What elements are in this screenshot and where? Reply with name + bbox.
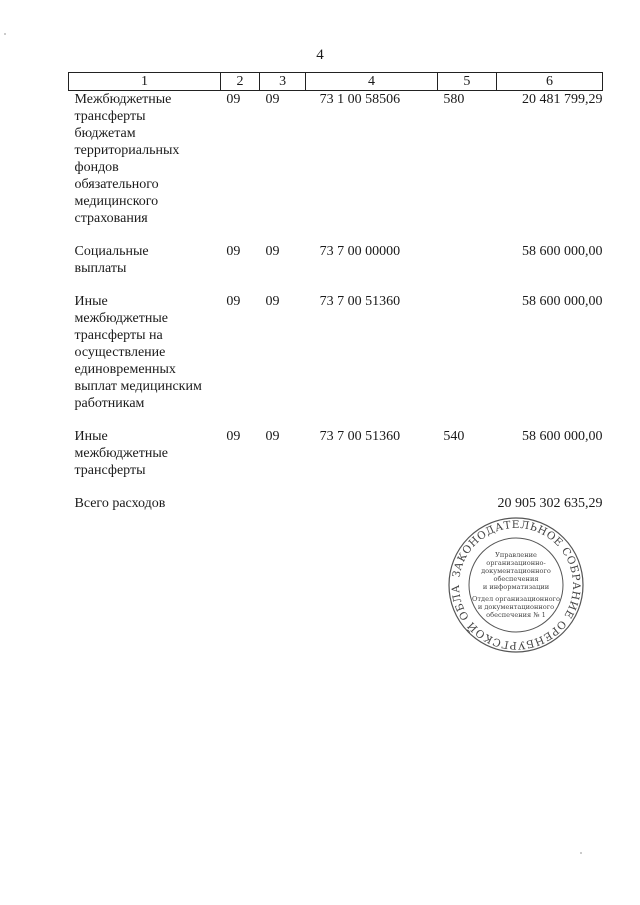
scan-speck [4,33,6,35]
row-expense-type: 540 [443,429,465,444]
row-expense-type [437,243,496,277]
row-subsection-code: 09 [265,294,280,309]
table-row [69,91,603,228]
row-name-line: трансферты на [74,328,163,343]
header-col-3: 3 [260,73,306,91]
row-amount: 20 481 799,29 [522,92,603,107]
stamp-inner-line: Управление [495,551,537,559]
row-name-line: осуществление [74,345,166,360]
stamp-seal [446,515,586,655]
row-subsection-code: 09 [265,92,280,107]
stamp-inner-line: и информатизации [482,583,550,591]
row-name-line: бюджетам [74,126,136,141]
row-expense-type: 580 [443,92,465,107]
row-name-line: фондов [74,160,119,175]
table-row [69,293,603,412]
row-name-line: выплат медицинским [74,379,202,394]
total-amount: 20 905 302 635,29 [497,496,603,511]
row-name-line: Социальные [74,244,149,259]
row-section-code: 09 [226,294,241,309]
table-row [69,243,603,277]
stamp-inner-line: обеспечения № 1 [486,611,546,619]
header-col-2: 2 [220,73,259,91]
row-target-article: 73 7 00 51360 [319,429,401,444]
row-name-line: страхования [74,211,148,226]
stamp-inner-line: и документационного [477,603,555,611]
page-number: 4 [316,47,324,63]
row-name-cell [69,293,221,412]
row-name-cell [69,91,221,228]
row-name-cell [69,428,221,479]
row-section-code: 09 [226,429,241,444]
header-col-5: 5 [437,73,496,91]
row-section-code: 09 [226,92,241,107]
total-row [69,495,603,512]
stamp-inner-line: обеспечения [493,575,539,583]
header-col-4: 4 [306,73,438,91]
row-target-article: 73 7 00 00000 [319,244,401,259]
row-section-code: 09 [226,244,241,259]
row-name-line: медицинского [74,194,159,209]
row-name-line: Иные [74,429,108,444]
header-col-1: 1 [69,73,221,91]
row-subsection-code: 09 [265,429,280,444]
row-name-line: выплаты [74,261,127,276]
official-stamp [446,515,586,655]
total-label: Всего расходов [74,496,166,511]
row-name-line: территориальных [74,143,180,158]
row-name-line: межбюджетные [74,311,168,326]
stamp-inner-line: организационно- [486,559,546,567]
row-name-line: работникам [74,396,145,411]
header-col-6: 6 [497,73,603,91]
row-name-line: единовременных [74,362,176,377]
row-expense-type [437,293,496,412]
table-row [69,428,603,479]
scan-speck [580,852,582,854]
row-name-line: межбюджетные [74,446,168,461]
expenditure-table [68,72,603,512]
row-amount: 58 600 000,00 [522,294,603,309]
row-name-cell [69,243,221,277]
row-name-line: Межбюджетные [74,92,172,107]
row-name-line: обязательного [74,177,159,192]
row-amount: 58 600 000,00 [522,244,603,259]
row-subsection-code: 09 [265,244,280,259]
row-name-line: трансферты [74,463,146,478]
row-amount: 58 600 000,00 [522,429,603,444]
stamp-inner-line: документационного [481,567,551,575]
stamp-inner-text [472,551,560,619]
stamp-outer-text: ЗАКОНОДАТЕЛЬНОЕ СОБРАНИЕ ОРЕНБУРГСКОЙ ОБЛА [449,518,583,652]
row-target-article: 73 1 00 58506 [319,92,401,107]
stamp-inner-line: Отдел организационного [472,595,560,603]
table-header-row [69,73,603,91]
row-target-article: 73 7 00 51360 [319,294,401,309]
row-name-line: трансферты [74,109,146,124]
row-name-line: Иные [74,294,108,309]
